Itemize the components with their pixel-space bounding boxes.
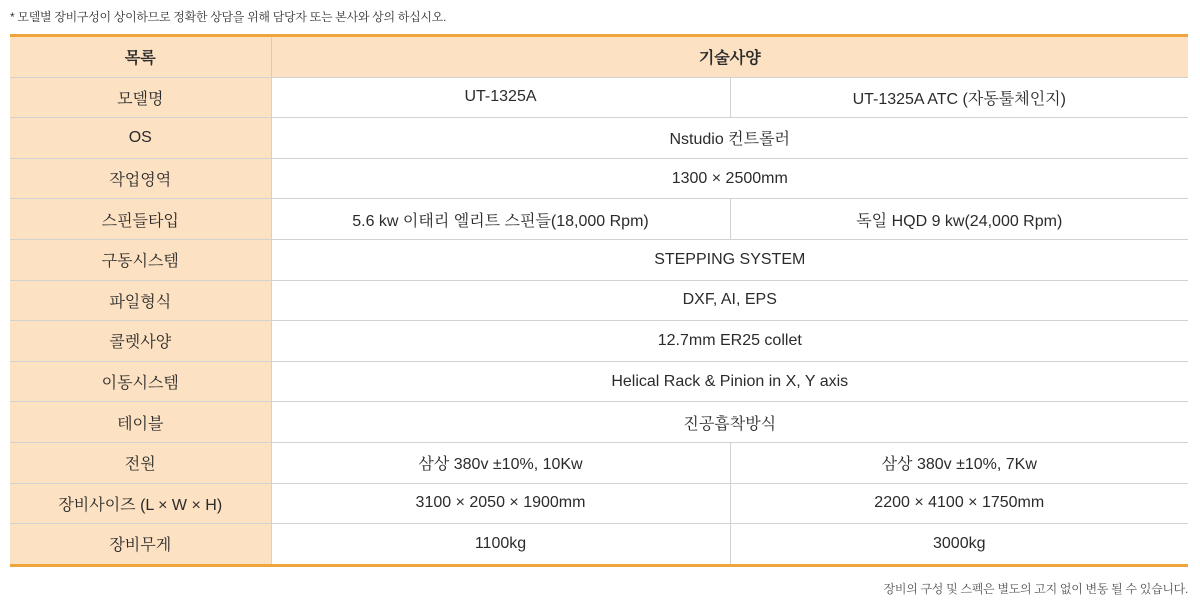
table-row xyxy=(10,402,1188,443)
row-label: 모델명 xyxy=(10,77,271,118)
row-label: 작업영역 xyxy=(10,158,271,199)
row-value: 12.7mm ER25 collet xyxy=(271,321,1188,362)
header-spec-cell: 기술사양 xyxy=(271,36,1188,78)
row-value-a: 5.6 kw 이태리 엘리트 스핀들(18,000 Rpm) xyxy=(271,199,730,240)
spec-table xyxy=(10,34,1188,567)
row-value-a: 1100kg xyxy=(271,524,730,566)
table-row xyxy=(10,77,1188,118)
row-value-b: UT-1325A ATC (자동툴체인지) xyxy=(730,77,1188,118)
row-label: 파일형식 xyxy=(10,280,271,321)
table-row xyxy=(10,280,1188,321)
table-row xyxy=(10,158,1188,199)
table-row xyxy=(10,199,1188,240)
header-label-cell: 목록 xyxy=(10,36,271,78)
row-value-b: 독일 HQD 9 kw(24,000 Rpm) xyxy=(730,199,1188,240)
row-value-a: 3100 × 2050 × 1900mm xyxy=(271,483,730,524)
row-value-a: UT-1325A xyxy=(271,77,730,118)
table-row xyxy=(10,524,1188,566)
row-value: Helical Rack & Pinion in X, Y axis xyxy=(271,361,1188,402)
table-row xyxy=(10,321,1188,362)
row-value-a: 삼상 380v ±10%, 10Kw xyxy=(271,442,730,483)
row-label: 전원 xyxy=(10,442,271,483)
table-row xyxy=(10,118,1188,159)
bottom-note: 장비의 구성 및 스펙은 별도의 고지 없이 변동 될 수 있습니다. xyxy=(883,582,1188,596)
row-value-b: 삼상 380v ±10%, 7Kw xyxy=(730,442,1188,483)
table-row xyxy=(10,483,1188,524)
row-label: 콜렛사양 xyxy=(10,321,271,362)
row-value: 1300 × 2500mm xyxy=(271,158,1188,199)
table-row xyxy=(10,442,1188,483)
table-row xyxy=(10,361,1188,402)
row-value: Nstudio 컨트롤러 xyxy=(271,118,1188,159)
row-label: 스핀들타입 xyxy=(10,199,271,240)
row-value: STEPPING SYSTEM xyxy=(271,239,1188,280)
row-label: 장비사이즈 (L × W × H) xyxy=(10,483,271,524)
row-value-b: 3000kg xyxy=(730,524,1188,566)
table-row xyxy=(10,239,1188,280)
row-value: 진공흡착방식 xyxy=(271,402,1188,443)
row-label: 이동시스템 xyxy=(10,361,271,402)
row-label: 테이블 xyxy=(10,402,271,443)
row-value-b: 2200 × 4100 × 1750mm xyxy=(730,483,1188,524)
row-label: 구동시스템 xyxy=(10,239,271,280)
top-note: * 모델별 장비구성이 상이하므로 정확한 상담을 위해 담당자 또는 본사와 상의 하십시오. xyxy=(10,10,447,24)
table-header-row xyxy=(10,36,1188,78)
row-value: DXF, AI, EPS xyxy=(271,280,1188,321)
row-label: 장비무게 xyxy=(10,524,271,566)
row-label: OS xyxy=(10,118,271,159)
